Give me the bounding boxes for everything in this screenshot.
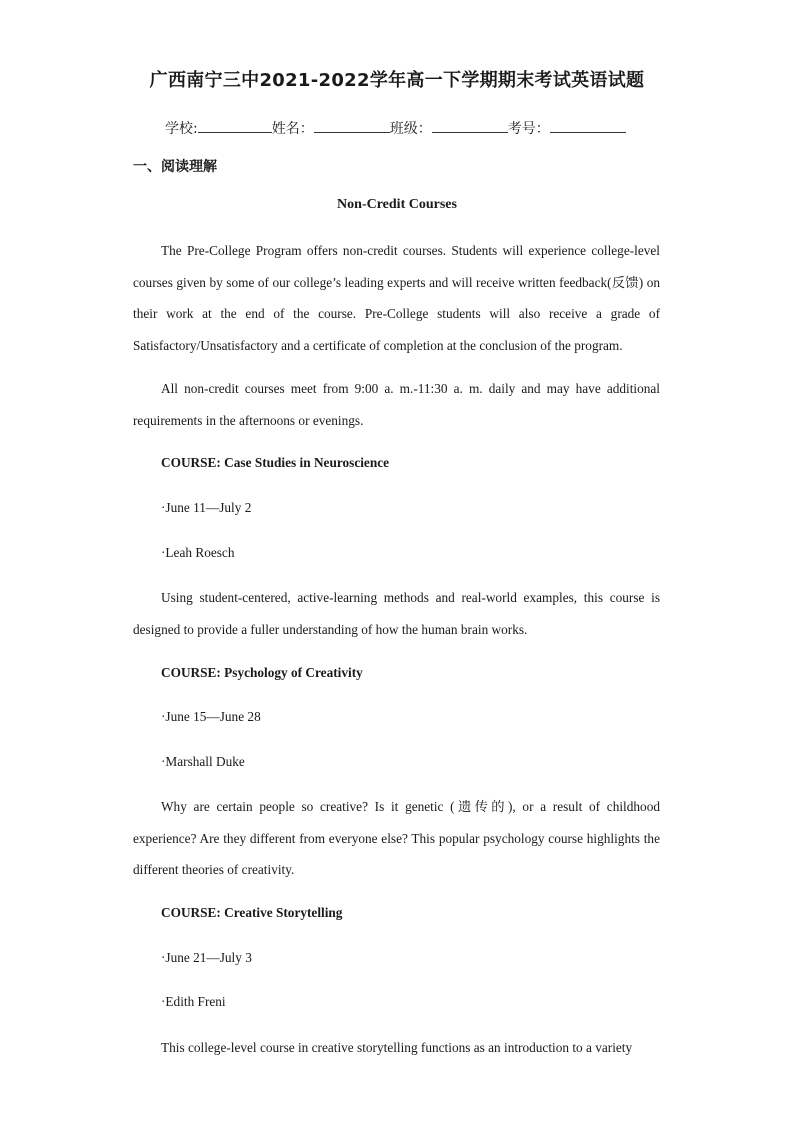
course-dates: ·June 11—July 2 <box>161 500 252 515</box>
name-blank[interactable] <box>314 120 390 133</box>
number-label: 考号： <box>507 121 550 137</box>
intro-paragraph: The Pre-College Program offers non-credit courses. Students will experience college-level courses given by some of our college’s leading experts and will receive written feedback(反馈) on their work at the end of the course. Pre-College students will also receive a grade of Satisfactory/Unsatisfactory and a certificate of completion at the conclusion of the program. <box>133 243 660 353</box>
course-dates: ·June 21—July 3 <box>161 950 252 965</box>
course-heading: COURSE: Creative Storytelling <box>161 905 343 920</box>
course-description: Using student-centered, active-learning methods and real-world examples, this course is designed to provide a fuller understanding of how the human brain works. <box>133 590 660 637</box>
class-blank[interactable] <box>432 120 508 133</box>
class-label: 班级： <box>389 121 432 137</box>
course-description: This college-level course in creative storytelling functions as an introduction to a variety <box>161 1040 633 1055</box>
article-title: Non-Credit Courses <box>337 197 457 212</box>
course-heading: COURSE: Psychology of Creativity <box>161 665 363 680</box>
section-heading: 一、阅读理解 <box>133 159 217 175</box>
school-blank[interactable] <box>198 120 272 133</box>
course-dates: ·June 15—June 28 <box>161 709 261 724</box>
course-description: Why are certain people so creative? Is it genetic (遗传的), or a result of childhood experience? Are they different from everyone else? This popular psychology course highlights the different theories of creativity. <box>133 799 660 877</box>
course-instructor: ·Leah Roesch <box>161 545 235 560</box>
name-label: 姓名： <box>271 121 314 137</box>
intro-paragraph: All non-credit courses meet from 9:00 a. m.-11:30 a. m. daily and may have additional requirements in the afternoons or evenings. <box>133 381 660 428</box>
number-blank[interactable] <box>550 120 626 133</box>
course-heading: COURSE: Case Studies in Neuroscience <box>161 455 390 470</box>
school-label: 学校: <box>165 121 198 137</box>
exam-title: 广西南宁三中2021-2022学年高一下学期期末考试英语试题 <box>149 70 645 91</box>
student-info-line <box>165 118 626 138</box>
course-instructor: ·Marshall Duke <box>161 754 245 769</box>
course-instructor: ·Edith Freni <box>161 994 226 1009</box>
